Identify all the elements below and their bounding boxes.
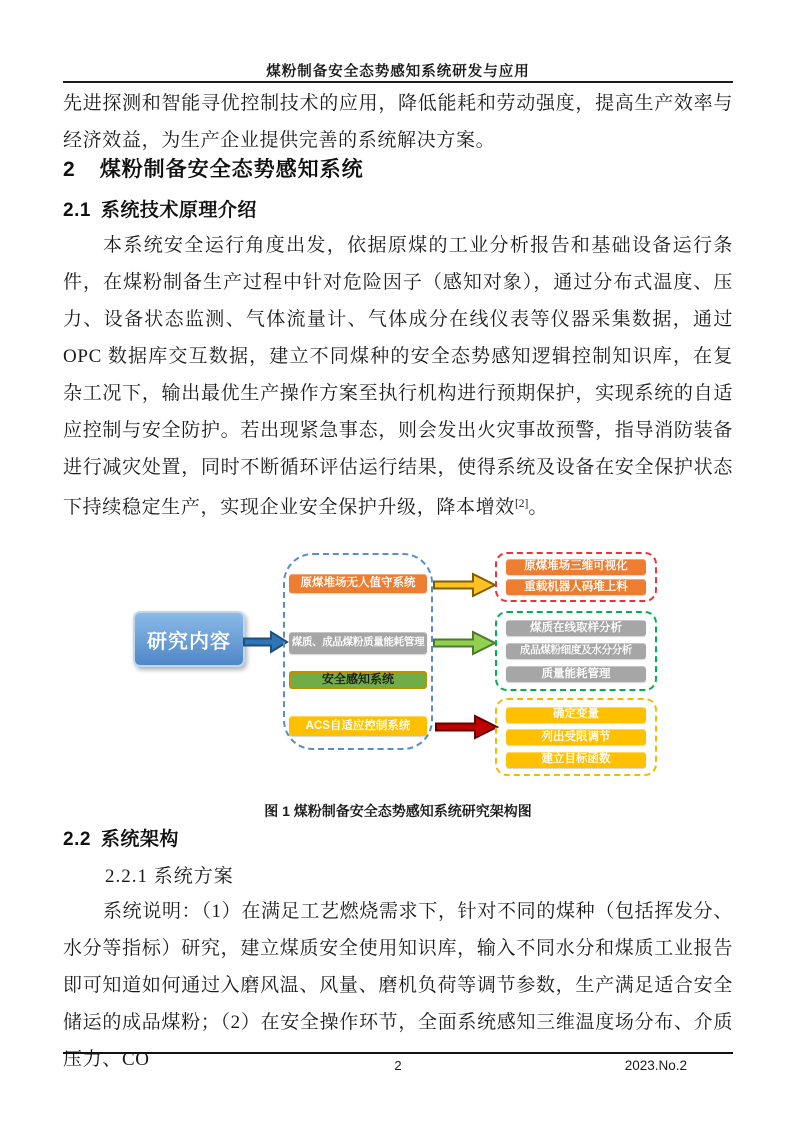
figure-box-objective-function: 建立目标函数 — [506, 752, 646, 768]
section-2-title: 煤粉制备安全态势感知系统 — [99, 158, 364, 181]
footer-page-number: 2 — [394, 1058, 402, 1073]
section-2-1-title: 系统技术原理介绍 — [100, 200, 257, 221]
figure-root-label: 研究内容 — [147, 630, 231, 653]
section-2-1-number: 2.1 — [63, 200, 91, 221]
figure-box-fineness-moisture-analysis: 成品煤粉细度及水分分析 — [506, 643, 646, 659]
footer-rule — [63, 1052, 733, 1054]
yellow-arrow-icon — [433, 572, 497, 598]
figure-box-unattended-yard-system: 原煤堆场无人值守系统 — [289, 574, 427, 593]
figure-research-architecture — [63, 548, 733, 798]
running-title: 煤粉制备安全态势感知系统研发与应用 — [266, 64, 530, 80]
red-arrow-icon — [435, 714, 499, 740]
paragraph-system-principle — [63, 227, 733, 526]
branch-group-yard-visualization — [495, 552, 657, 602]
header-rule — [63, 81, 733, 83]
section-2-2-number: 2.2 — [63, 829, 91, 850]
branch-group-quality-analysis — [495, 611, 657, 691]
figure-caption: 图 1 煤粉制备安全态势感知系统研究架构图 — [264, 803, 532, 819]
figure-box-safety-awareness-system: 安全感知系统 — [289, 671, 427, 689]
section-2-number: 2 — [63, 158, 76, 181]
figure-box-yard-3d-visualization: 原煤堆场三维可视化 — [506, 559, 646, 575]
figure-box-acs-adaptive-control: ACS自适应控制系统 — [289, 716, 427, 736]
figure-box-define-variables: 确定变量 — [506, 707, 646, 723]
intro-paragraph: 先进探测和智能寻优控制技术的应用，降低能耗和劳动强度，提高生产效率与经济效益，为生产企业提供完善的系统解决方案。 — [63, 93, 733, 151]
figure-box-constrained-adjustment: 列出受限调节 — [506, 729, 646, 745]
figure-box-robot-stacking: 重载机器人码堆上料 — [506, 579, 646, 595]
paragraph-text: 本系统安全运行角度出发，依据原煤的工业分析报告和基础设备运行条件，在煤粉制备生产过程中针对危险因子（感知对象），通过分布式温度、压力、设备状态监测、气体流量计、气体成分在线仪表等仪器采集数据，通过 OPC 数据库交互数据，建立不同煤种的安全态势感知逻辑控制知识库，在复杂工况下，输出最优生产操作方案至执行机构进行预期保护，实现系统的自适应控制与安全防护。若出现紧急事态，则会发出火灾事故预警，指导消防装备进行减灾处置，同时不断循环评估运行结果，使得系统及设备在安全保护状态下持续稳定生产，实现企业安全保护升级，降本增效 — [63, 235, 733, 518]
footer-issue: 2023.No.2 — [624, 1058, 687, 1073]
citation-marker: [2] — [514, 498, 529, 510]
figure-box-quality-energy: 质量能耗管理 — [506, 666, 646, 682]
section-2-1-heading — [63, 195, 257, 222]
branch-group-control-model — [495, 698, 657, 776]
paragraph-system-description: 系统说明：（1）在满足工艺燃烧需求下，针对不同的煤种（包括挥发分、水分等指标）研究，建立煤质安全使用知识库，输入不同水分和煤质工业报告即可知道如何通过入磨风温、风量、磨机负荷等调节参数，生产满足适合安全储运的成品煤粉；（2）在安全操作环节，全面系统感知三维温度场分布、介质压力、CO — [63, 901, 733, 1070]
figure-box-quality-energy-management: 煤质、成品煤粉质量能耗管理 — [289, 632, 427, 654]
figure-root-box — [133, 611, 245, 667]
section-2-heading — [63, 153, 364, 183]
figure-box-online-sampling-analysis: 煤质在线取样分析 — [506, 620, 646, 636]
section-2-2-heading — [63, 824, 179, 851]
section-2-2-1-heading: 2.2.1 系统方案 — [105, 866, 234, 887]
section-2-2-title: 系统架构 — [100, 829, 179, 850]
paragraph-period: 。 — [528, 497, 549, 518]
green-arrow-icon — [433, 630, 497, 656]
